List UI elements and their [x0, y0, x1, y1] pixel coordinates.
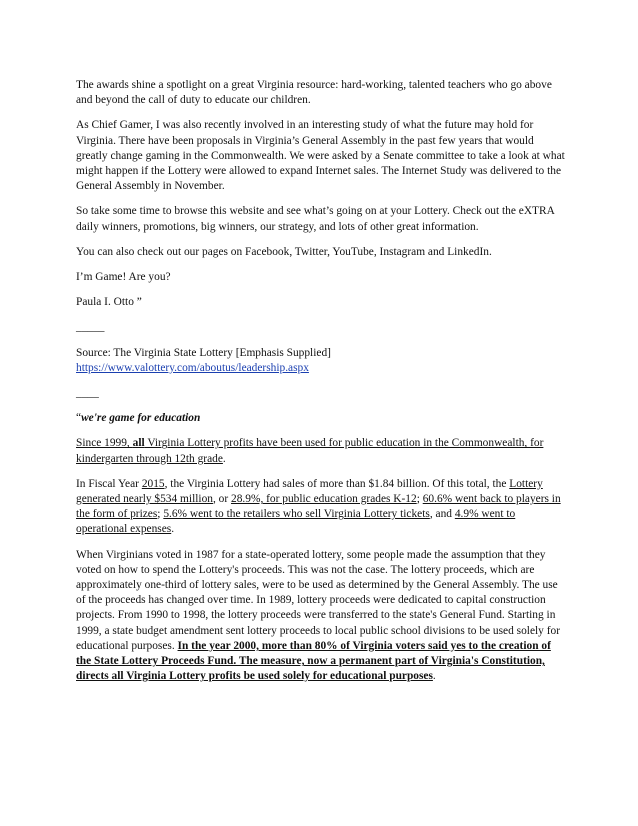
source-text: Source: The Virginia State Lottery [Emphasis Supplied] — [76, 346, 331, 359]
fy-m: . — [171, 523, 175, 536]
source-block — [76, 346, 566, 376]
fy-a: In Fiscal Year — [76, 477, 142, 490]
fy-g: ; — [416, 493, 423, 506]
paragraph-internet-study: As Chief Gamer, I was also recently involved in an interesting study of what the future may hold for Virginia. There have been proposals in Virginia’s General Assembly in the past few years that would greatly change gaming in the Commonwealth. We were asked by a Senate committee to take a look at what might happen if the Lottery were allowed to expand Internet sales. The Internet Study was delivered to the General Assembly in November. — [76, 119, 565, 193]
fy-l: 4.9% went to operational expenses — [76, 508, 516, 536]
paragraph-browse-website: So take some time to browse this website and see what’s going on at your Lottery. Check out the eXTRA daily winners, promotions, big winners, our strategy, and lots of other great information. — [76, 205, 555, 233]
when-c: . — [432, 670, 436, 683]
fy-e: , or — [212, 493, 232, 506]
quote-title: we're game for education — [81, 412, 201, 425]
fy-k: , and — [429, 508, 455, 521]
when-b: In the year 2000, more than 80% of Virginia voters said yes to the creation of the State Lottery Proceeds Fund. The measure, now a permanent part of Virginia's Constitution, directs all Virginia Lottery profits be used solely for educational purposes — [76, 639, 551, 683]
fy-b: 2015 — [141, 477, 165, 490]
separator-line: ____ — [76, 387, 99, 400]
since-a: Since 1999, — [76, 437, 133, 450]
paragraph-history — [76, 548, 566, 685]
since-b: all — [132, 437, 145, 450]
fy-j: 5.6% went to the retailers who sell Virginia Lottery tickets — [163, 508, 430, 521]
paragraph-awards: The awards shine a spotlight on a great Virginia resource: hard-working, talented teachers who go above and beyond the call of duty to educate our children. — [76, 79, 552, 107]
paragraph-social-pages: You can also check out our pages on Facebook, Twitter, YouTube, Instagram and LinkedIn. — [76, 245, 492, 258]
separator-line: _____ — [76, 321, 105, 334]
fy-f: 28.9%, for public education grades K-12 — [231, 493, 417, 506]
since-d: . — [222, 452, 226, 465]
when-a: When Virginians voted in 1987 for a state-operated lottery, some people made the assumption that they voted on how to spend the Lottery's proceeds. This was not the case. The lottery proceeds, which are approximately one-third of lottery sales, were to be used as determined by the General Assembly. The use of the proceeds has changed over time. In 1989, lottery proceeds were dedicated to capital construction projects. From 1990 to 1998, the lottery proceeds were transferred to the state's General Fund. Starting in 1999, a state budget amendment sent lottery proceeds to local public school divisions to be used solely for educational purposes. — [76, 548, 560, 652]
fy-d: Lottery generated nearly $534 million — [76, 477, 543, 506]
fy-i: ; — [157, 508, 164, 521]
source-link[interactable]: https://www.valottery.com/aboutus/leadership.aspx — [76, 361, 309, 374]
quote-heading — [76, 411, 566, 426]
signature-name: Paula I. Otto ” — [76, 296, 142, 309]
paragraph-fiscal-year — [76, 477, 566, 538]
fy-c: , the Virginia Lottery had sales of more than $1.84 billion. Of this total, the — [164, 477, 510, 490]
quote-mark: “ — [76, 412, 82, 425]
document-page — [76, 78, 566, 695]
paragraph-since-1999 — [76, 436, 566, 466]
paragraph-im-game: I’m Game! Are you? — [76, 271, 171, 284]
since-c: Virginia Lottery profits have been used for public education in the Commonwealth, for kindergarten through 12th grade — [76, 437, 544, 465]
fy-h: 60.6% went back to players in the form of prizes — [76, 493, 561, 521]
